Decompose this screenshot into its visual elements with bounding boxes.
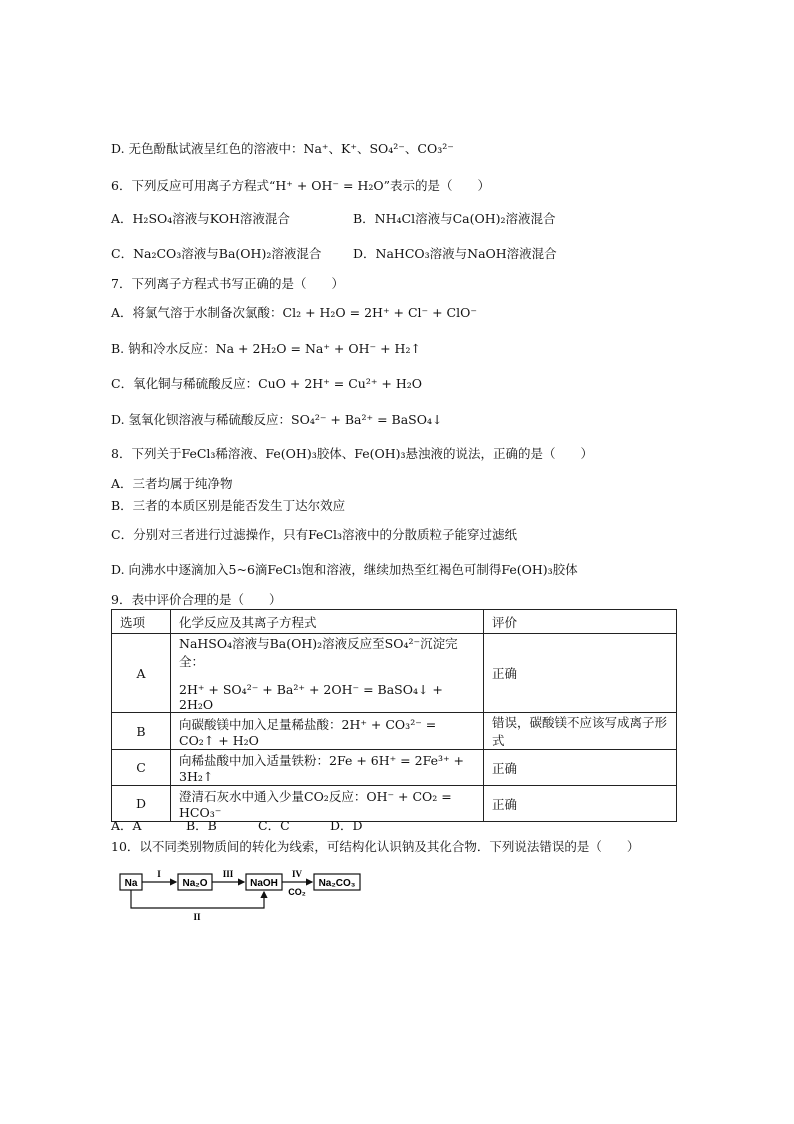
q8-option-b: B．三者的本质区别是能否发生丁达尔效应 xyxy=(111,498,346,513)
q9-option-b: B．B xyxy=(186,818,217,833)
q8-option-a: A．三者均属于纯净物 xyxy=(111,476,233,491)
q6-option-b: B．NH₄Cl溶液与Ca(OH)₂溶液混合 xyxy=(353,211,556,226)
arrow-ii xyxy=(131,890,264,908)
row-reaction xyxy=(171,634,484,713)
row-reaction: 向碳酸镁中加入足量稀盐酸：2H⁺ + CO₃²⁻ = CO₂↑ + H₂O xyxy=(171,713,484,750)
box-na2o xyxy=(178,874,212,890)
label-ii: II xyxy=(193,912,201,922)
table-row xyxy=(112,750,677,786)
row-option: B xyxy=(112,713,171,750)
table-header-row xyxy=(112,610,677,634)
q9-option-c: C．C xyxy=(258,818,290,833)
row-reaction: 向稀盐酸中加入适量铁粉：2Fe + 6H⁺ = 2Fe³⁺ + 3H₂↑ xyxy=(171,750,484,786)
box-na xyxy=(120,874,142,890)
box-na2co3-label: Na₂CO₃ xyxy=(318,878,356,889)
box-naoh xyxy=(246,874,282,890)
q6-stem-part1: 6．下列反应可用离子方程式“ xyxy=(111,178,276,193)
q9-table xyxy=(111,609,677,822)
row-evaluation: 正确 xyxy=(484,750,677,786)
label-i: I xyxy=(157,869,161,879)
q6-option-a: A．H₂SO₄溶液与KOH溶液混合 xyxy=(111,211,290,226)
q9-option-a: A．A xyxy=(111,818,142,833)
label-iv: IV xyxy=(291,869,303,879)
row-evaluation: 正确 xyxy=(484,634,677,713)
q7-option-c: C．氧化铜与稀硫酸反应：CuO + 2H⁺ = Cu²⁺ + H₂O xyxy=(111,376,423,391)
q10-stem: 10．以不同类别物质间的转化为线索，可结构化认识钠及其化合物．下列说法错误的是（ ） xyxy=(111,839,640,854)
q7-option-d: D. 氢氧化钡溶液与稀硫酸反应：SO₄²⁻ + Ba²⁺ = BaSO₄↓ xyxy=(111,412,443,427)
row-evaluation: 错误，碳酸镁不应该写成离子形式 xyxy=(484,713,677,750)
q6-stem-part2: ”表示的是（ ） xyxy=(383,178,491,193)
q7-option-a: A．将氯气溶于水制备次氯酸：Cl₂ + H₂O = 2H⁺ + Cl⁻ + ClO⁻ xyxy=(111,305,477,320)
row-reaction-line1: NaHSO₄溶液与Ba(OH)₂溶液反应至SO₄²⁻沉淀完全： xyxy=(179,636,458,669)
header-reaction: 化学反应及其离子方程式 xyxy=(171,610,484,634)
q5-option-d xyxy=(111,141,454,157)
box-na2o-label: Na₂O xyxy=(182,878,208,889)
row-option: D xyxy=(112,786,171,822)
header-option: 选项 xyxy=(112,610,171,634)
q5-option-d-prefix: D. 无色酚酞试液呈红色的溶液中： xyxy=(111,141,304,156)
box-na-label: Na xyxy=(124,878,138,889)
label-co2: CO₂ xyxy=(288,887,306,897)
q8-stem: 8．下列关于FeCl₃稀溶液、Fe(OH)₃胶体、Fe(OH)₃悬浊液的说法，正确的是（ ） xyxy=(111,446,594,461)
q8-option-d: D. 向沸水中逐滴加入5~6滴FeCl₃饱和溶液，继续加热至红褐色可制得Fe(OH)₃胶体 xyxy=(111,562,578,577)
q6-option-c: C．Na₂CO₃溶液与Ba(OH)₂溶液混合 xyxy=(111,246,322,261)
q5-option-d-ions: Na⁺、K⁺、SO₄²⁻、CO₃²⁻ xyxy=(303,141,454,156)
row-reaction: 澄清石灰水中通入少量CO₂反应：OH⁻ + CO₂ = HCO₃⁻ xyxy=(171,786,484,822)
header-evaluation: 评价 xyxy=(484,610,677,634)
box-na2co3 xyxy=(314,874,360,890)
row-option: A xyxy=(112,634,171,713)
box-naoh-label: NaOH xyxy=(250,878,278,889)
q7-option-b: B. 钠和冷水反应：Na + 2H₂O = Na⁺ + OH⁻ + H₂↑ xyxy=(111,341,421,356)
sodium-conversion-diagram xyxy=(118,866,368,924)
label-iii: III xyxy=(222,869,234,879)
q9-stem: 9．表中评价合理的是（ ） xyxy=(111,592,282,607)
table-row xyxy=(112,634,677,713)
table-row xyxy=(112,713,677,750)
row-option: C xyxy=(112,750,171,786)
q9-option-d: D．D xyxy=(330,818,363,833)
row-reaction-line2: 2H⁺ + SO₄²⁻ + Ba²⁺ + 2OH⁻ = BaSO₄↓ + 2H₂O xyxy=(179,682,443,712)
table-row xyxy=(112,786,677,822)
q7-stem: 7．下列离子方程式书写正确的是（ ） xyxy=(111,276,344,291)
q6-stem xyxy=(111,178,490,194)
q6-option-d: D．NaHCO₃溶液与NaOH溶液混合 xyxy=(353,246,557,261)
row-evaluation: 正确 xyxy=(484,786,677,822)
q8-option-c: C．分别对三者进行过滤操作，只有FeCl₃溶液中的分散质粒子能穿过滤纸 xyxy=(111,527,518,542)
q6-stem-equation: H⁺ + OH⁻ = H₂O xyxy=(275,178,384,193)
